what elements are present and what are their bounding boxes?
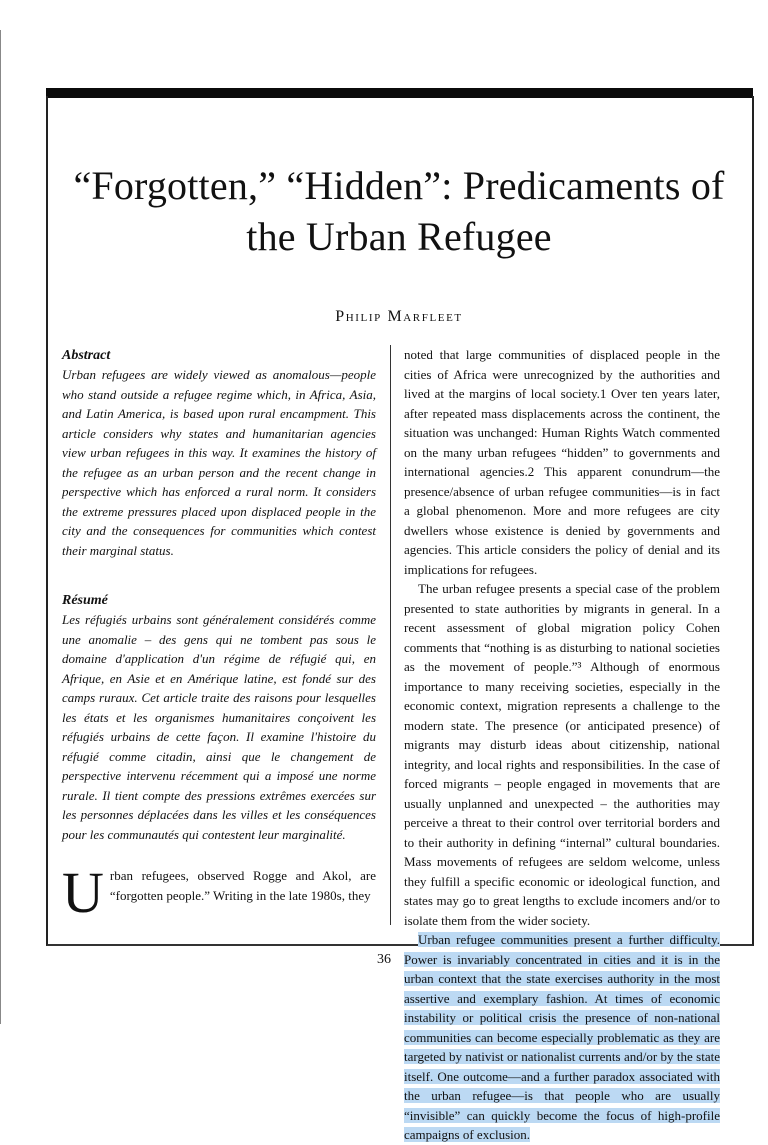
drop-cap: U: [62, 860, 104, 925]
resume-text: Les réfugiés urbains sont généralement considérés comme une anomalie – des gens qui ne tombent pas sous le domaine d'application d'un régime de réfugié qui, en Afrique, en Asie et en Amérique latine, est fondé sur des camps ruraux. Cet article traite des raisons pour lesquelles les états et les organismes humanitaires conçoivent les réfugiés urbains de cette façon. Il examine l'histoire du réfugié comme citadin, ainsi que le changement de perspective intervenu récemment qui a imposé une norme rurale. Il tient compte des pressions extrêmes exercées sur les personnes déplacées dans les villes et les conséquences pour les communautés qui contestent leur marginalité.: [62, 612, 376, 842]
page-edge-line: [0, 30, 1, 1024]
author-name: Philip Marfleet: [335, 308, 463, 325]
article-title: “Forgotten,” “Hidden”: Predicaments of the Urban Refugee: [73, 163, 725, 259]
body-paragraph-1: [62, 860, 376, 925]
abstract-heading: Abstract: [62, 348, 111, 363]
highlighted-text-selection[interactable]: Urban refugee communities present a further difficulty. Power is invariably concentrated in cities and it is in the urban context that the state exercises authority in the most assertive and exemplary fashion. At times of economic instability or political crisis the presence of non-national communities can become especially problematic as they are targeted by nativist or nationalist currents and/or by the state itself. One outcome—and a further paradox associated with the urban refugee—is that people who are usually “invisible” can quickly become the focus of high-profile campaigns of exclusion.: [404, 932, 720, 1142]
body-paragraph-1-continued: noted that large communities of displaced people in the cities of Africa were unrecognized by the authorities and lived at the margins of local society.1 Over ten years later, after repeated mass displacements across the continent, the situation was unchanged: Human Rights Watch commented on the many urban refugees “hidden” to governments and international agencies.2 This apparent conundrum—the presence/absence of urban refugee communities—is in fact a global phenomenon. More and more refugees are city dwellers whose existence is denied by governments and agencies. This article considers the policy of denial and its implications for refugees.: [404, 347, 720, 577]
body-paragraph-1-text: rban refugees, observed Rogge and Akol, are “forgotten people.” Writing in the late 1980s, they: [109, 868, 376, 903]
page-number: 36: [377, 952, 391, 967]
resume-heading: Résumé: [62, 593, 108, 608]
abstract-text: Urban refugees are widely viewed as anomalous—people who stand outside a refugee regime which, in Africa, Asia, and Latin America, is based upon rural encampment. This article considers why states and humanitarian agencies view urban refugees in this way. It examines the history of the refugee as an urban person and the recent change in perspective which has enforced a rural norm. It considers the extreme pressures placed upon displaced people in the city and the consequences for communities which contest their marginal status.: [62, 367, 376, 558]
right-column: [404, 345, 720, 1145]
column-divider: [390, 345, 391, 925]
left-column: [62, 347, 376, 925]
body-paragraph-2: The urban refugee presents a special case of the problem presented to state authorities by migrants in general. In a recent assessment of global migration policy Cohen comments that “nothing is as disturbing to national societies as the movement of people.”³ Although of enormous importance to many receiving societies, especially in the economic context, migration represents a challenge to the modern state. The presence (or anticipated presence) of migrants may disturb ideas about citizenship, national integrity, and local rights and responsibilities. In the case of forced migrants – people engaged in movements that are usually unplanned and unexpected – the authorities may perceive a threat to their control over territorial borders and to their authority in defining “internal” cultural boundaries. Mass movements of refugees are seldom welcome, unless they fulfill a specific economic or ideological function, and states may go to great lengths to exclude incomers and/or to isolate them from the wider society.: [404, 581, 720, 928]
